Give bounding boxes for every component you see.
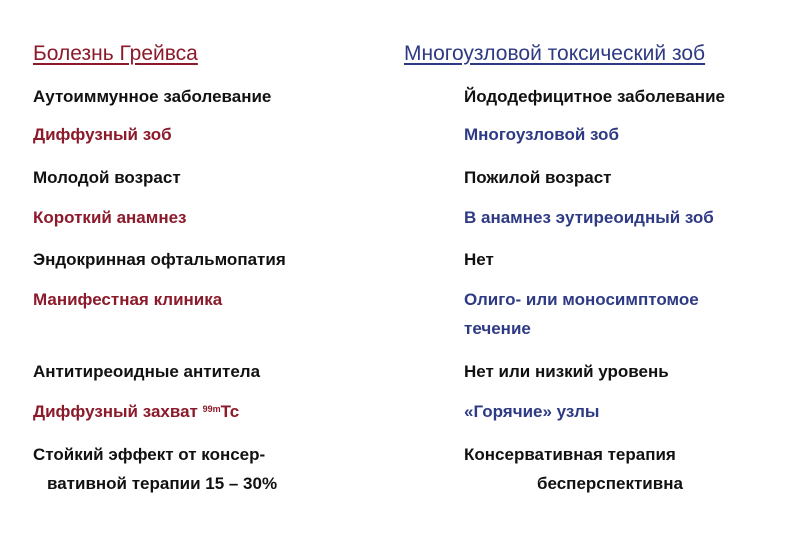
left-row-diffuse-goiter: Диффузный зоб — [33, 125, 172, 144]
isotope-mass-number: 99m — [202, 404, 221, 414]
left-row-manifest-clinic: Манифестная клиника — [33, 290, 223, 309]
right-row-futile: бесперспективна — [537, 474, 683, 493]
right-row-multinodular-goiter: Многоузловой зоб — [464, 125, 619, 144]
diffuse-uptake-label: Диффузный захват — [33, 402, 203, 421]
right-row-conservative-therapy: Консервативная терапия — [464, 445, 676, 464]
left-row-antibodies: Антитиреоидные антитела — [33, 362, 261, 381]
left-row-autoimmune: Аутоиммунное заболевание — [33, 87, 272, 106]
right-row-none: Нет — [464, 250, 494, 269]
right-row-none-or-low: Нет или низкий уровень — [464, 362, 669, 381]
graves-disease-heading: Болезнь Грейвса — [33, 42, 198, 65]
isotope-element: Tc — [220, 402, 240, 421]
left-row-young-age: Молодой возраст — [33, 168, 181, 187]
right-row-course: течение — [464, 319, 531, 338]
right-row-oligo-monosymptom: Олиго- или моносимптомое — [464, 290, 699, 309]
left-row-diffuse-uptake — [33, 402, 239, 422]
left-row-therapy-percent: вативной терапии 15 – 30% — [47, 474, 278, 493]
right-row-hot-nodules: «Горячие» узлы — [464, 402, 600, 421]
left-row-persistent-effect: Стойкий эффект от консер- — [33, 445, 266, 464]
left-row-short-history: Короткий анамнез — [33, 208, 187, 227]
left-row-ophthalmopathy: Эндокринная офтальмопатия — [33, 250, 286, 269]
right-row-euthyroid-history: В анамнез эутиреоидный зоб — [464, 208, 714, 227]
toxic-multinodular-goiter-heading: Многоузловой токсический зоб — [404, 42, 706, 65]
right-row-iodine-deficiency: Йододефицитное заболевание — [464, 87, 725, 106]
right-row-elderly-age: Пожилой возраст — [464, 168, 612, 187]
